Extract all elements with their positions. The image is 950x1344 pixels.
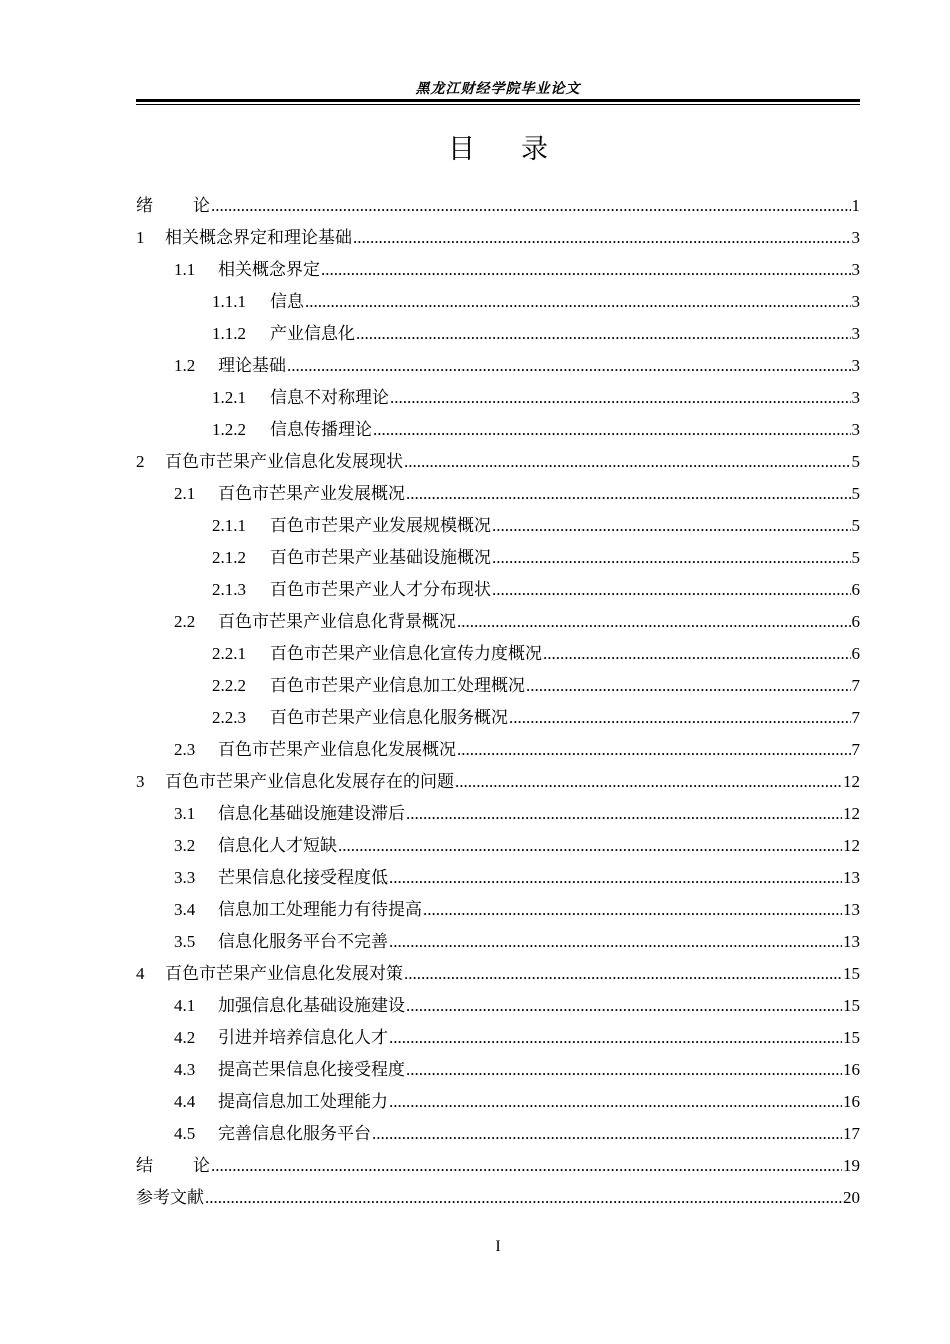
toc-entry[interactable] — [136, 990, 860, 1022]
toc-entry-number: 1.2.1 — [212, 388, 246, 407]
toc-entry-label: 芒果信息化接受程度低 — [218, 868, 388, 888]
toc-entry-label: 完善信息化服务平台 — [218, 1124, 371, 1144]
toc-entry-number: 2.1 — [174, 484, 196, 503]
toc-entry-page: 7 — [851, 740, 860, 759]
toc-entry[interactable] — [136, 766, 860, 798]
toc-entry-page: 3 — [851, 388, 860, 407]
toc-dot-leader — [492, 542, 851, 574]
toc-entry-number: 1 — [136, 228, 145, 247]
toc-entry[interactable] — [136, 478, 860, 510]
toc-dot-leader — [205, 1182, 842, 1214]
toc-dot-leader — [389, 926, 842, 958]
toc-entry-label — [136, 190, 210, 222]
toc-entry-label-part: 论 — [193, 196, 210, 216]
toc-dot-leader — [353, 222, 851, 254]
toc-entry[interactable] — [136, 350, 860, 382]
toc-entry-label: 信息化服务平台不完善 — [218, 932, 388, 952]
toc-dot-leader — [526, 670, 851, 702]
toc-dot-leader — [406, 990, 842, 1022]
toc-entry[interactable] — [136, 830, 860, 862]
header-rule-thin — [136, 104, 860, 105]
toc-entry-page: 16 — [843, 1060, 860, 1079]
toc-entry-page: 15 — [843, 964, 860, 983]
toc-entry-number: 4.4 — [174, 1092, 196, 1111]
toc-dot-leader — [455, 766, 842, 798]
toc-dot-leader — [406, 798, 842, 830]
page-title-char-2: 录 — [521, 134, 548, 165]
toc-entry-label: 相关概念界定和理论基础 — [165, 228, 352, 248]
toc-dot-leader — [373, 414, 851, 446]
toc-entry-number: 2.1.2 — [212, 548, 246, 567]
toc-entry[interactable] — [136, 1182, 860, 1214]
toc-entry-label: 信息 — [270, 292, 304, 312]
table-of-contents — [136, 190, 860, 1214]
toc-entry-label: 提高芒果信息化接受程度 — [218, 1060, 405, 1080]
toc-dot-leader — [457, 734, 851, 766]
running-header: 黑龙江财经学院毕业论文 — [415, 81, 581, 97]
toc-entry-label: 参考文献 — [136, 1188, 204, 1208]
toc-entry[interactable] — [136, 670, 860, 702]
toc-entry-page: 3 — [851, 292, 860, 311]
toc-entry-page: 5 — [851, 548, 860, 567]
toc-entry-page: 7 — [851, 676, 860, 695]
toc-entry-page: 1 — [851, 196, 860, 215]
toc-entry-page: 13 — [843, 900, 860, 919]
toc-dot-leader — [390, 382, 851, 414]
toc-entry[interactable] — [136, 254, 860, 286]
page-number: I — [495, 1238, 501, 1255]
toc-entry-label: 引进并培养信息化人才 — [218, 1028, 388, 1048]
toc-entry-label: 产业信息化 — [270, 324, 355, 344]
toc-entry[interactable] — [136, 862, 860, 894]
toc-dot-leader — [356, 318, 851, 350]
toc-entry[interactable] — [136, 542, 860, 574]
toc-entry-number: 2.2 — [174, 612, 196, 631]
toc-dot-leader — [457, 606, 851, 638]
toc-dot-leader — [406, 1054, 842, 1086]
toc-dot-leader — [492, 574, 851, 606]
toc-entry-label: 加强信息化基础设施建设 — [218, 996, 405, 1016]
toc-entry-page: 12 — [843, 836, 860, 855]
toc-dot-leader — [305, 286, 851, 318]
toc-entry-page: 20 — [843, 1188, 860, 1207]
toc-dot-leader — [321, 254, 851, 286]
toc-entry[interactable] — [136, 894, 860, 926]
toc-dot-leader — [492, 510, 851, 542]
toc-entry[interactable] — [136, 510, 860, 542]
page-title-char-1: 目 — [448, 134, 475, 165]
toc-entry-label-part: 结 — [136, 1156, 193, 1176]
toc-entry-label: 信息化基础设施建设滞后 — [218, 804, 405, 824]
toc-entry-label-part: 绪 — [136, 196, 193, 216]
toc-entry-page: 5 — [851, 516, 860, 535]
toc-dot-leader — [406, 478, 851, 510]
toc-dot-leader — [287, 350, 851, 382]
toc-entry-number: 2.1.3 — [212, 580, 246, 599]
toc-entry-number: 3.1 — [174, 804, 196, 823]
toc-entry-page: 13 — [843, 932, 860, 951]
toc-entry-page: 19 — [843, 1156, 860, 1175]
toc-entry-page: 15 — [843, 1028, 860, 1047]
toc-entry-label: 百色市芒果产业信息加工处理概况 — [270, 676, 525, 696]
toc-entry-number: 2.3 — [174, 740, 196, 759]
toc-entry-page: 16 — [843, 1092, 860, 1111]
toc-entry-number: 1.1 — [174, 260, 196, 279]
toc-entry-label: 百色市芒果产业信息化宣传力度概况 — [270, 644, 542, 664]
toc-dot-leader — [509, 702, 851, 734]
toc-entry-label — [136, 1150, 210, 1182]
toc-entry-number: 1.1.1 — [212, 292, 246, 311]
toc-entry[interactable] — [136, 574, 860, 606]
toc-entry-label: 信息加工处理能力有待提高 — [218, 900, 422, 920]
toc-entry[interactable] — [136, 702, 860, 734]
toc-entry-page: 3 — [851, 356, 860, 375]
toc-entry-page: 7 — [851, 708, 860, 727]
toc-entry-label: 理论基础 — [218, 356, 286, 376]
toc-entry-label: 百色市芒果产业信息化发展存在的问题 — [165, 772, 454, 792]
toc-dot-leader — [423, 894, 842, 926]
toc-entry-page: 3 — [851, 228, 860, 247]
toc-entry[interactable] — [136, 926, 860, 958]
toc-entry-page: 3 — [851, 420, 860, 439]
toc-entry[interactable] — [136, 190, 860, 222]
toc-entry-label: 百色市芒果产业发展概况 — [218, 484, 405, 504]
toc-dot-leader — [338, 830, 842, 862]
toc-entry-number: 1.2.2 — [212, 420, 246, 439]
toc-entry-label: 百色市芒果产业人才分布现状 — [270, 580, 491, 600]
toc-entry-label: 百色市芒果产业基础设施概况 — [270, 548, 491, 568]
toc-entry-page: 13 — [843, 868, 860, 887]
toc-entry-number: 3.4 — [174, 900, 196, 919]
toc-entry-label: 百色市芒果产业信息化发展对策 — [165, 964, 403, 984]
toc-entry[interactable] — [136, 958, 860, 990]
toc-dot-leader — [389, 1086, 842, 1118]
toc-entry-number: 3.2 — [174, 836, 196, 855]
toc-entry-number: 4.3 — [174, 1060, 196, 1079]
toc-entry-label-part: 论 — [193, 1156, 210, 1176]
toc-entry[interactable] — [136, 318, 860, 350]
toc-entry-page: 17 — [843, 1124, 860, 1143]
toc-entry[interactable] — [136, 1118, 860, 1150]
toc-entry-label: 信息传播理论 — [270, 420, 372, 440]
toc-entry-page: 6 — [851, 580, 860, 599]
toc-entry[interactable] — [136, 798, 860, 830]
toc-entry-number: 4.1 — [174, 996, 196, 1015]
page-title — [136, 132, 860, 168]
toc-entry-page: 6 — [851, 612, 860, 631]
toc-entry-page: 5 — [851, 452, 860, 471]
toc-entry[interactable] — [136, 734, 860, 766]
toc-entry-number: 2 — [136, 452, 145, 471]
toc-entry[interactable] — [136, 382, 860, 414]
toc-entry-label: 百色市芒果产业信息化背景概况 — [218, 612, 456, 632]
toc-entry-page: 3 — [851, 324, 860, 343]
toc-entry[interactable] — [136, 638, 860, 670]
toc-dot-leader — [211, 190, 851, 222]
toc-entry-page: 15 — [843, 996, 860, 1015]
toc-entry-label: 百色市芒果产业信息化服务概况 — [270, 708, 508, 728]
toc-entry-number: 4.2 — [174, 1028, 196, 1047]
header-rule-thick — [136, 99, 860, 102]
toc-entry[interactable] — [136, 222, 860, 254]
toc-entry-label: 信息化人才短缺 — [218, 836, 337, 856]
toc-entry[interactable] — [136, 1086, 860, 1118]
toc-entry-number: 4.5 — [174, 1124, 196, 1143]
toc-entry[interactable] — [136, 1022, 860, 1054]
toc-dot-leader — [372, 1118, 842, 1150]
toc-dot-leader — [389, 1022, 842, 1054]
toc-entry-number: 2.2.2 — [212, 676, 246, 695]
toc-entry-label: 提高信息加工处理能力 — [218, 1092, 388, 1112]
toc-entry-number: 4 — [136, 964, 145, 983]
toc-entry-number: 3.3 — [174, 868, 196, 887]
toc-entry[interactable] — [136, 286, 860, 318]
toc-entry[interactable] — [136, 606, 860, 638]
toc-entry-number: 2.1.1 — [212, 516, 246, 535]
toc-entry-label: 百色市芒果产业发展规模概况 — [270, 516, 491, 536]
toc-dot-leader — [211, 1150, 842, 1182]
toc-entry-label: 信息不对称理论 — [270, 388, 389, 408]
toc-entry-page: 12 — [843, 772, 860, 791]
toc-dot-leader — [404, 958, 842, 990]
toc-entry[interactable] — [136, 414, 860, 446]
toc-dot-leader — [404, 446, 851, 478]
toc-entry-page: 5 — [851, 484, 860, 503]
toc-entry-number: 3.5 — [174, 932, 196, 951]
toc-entry[interactable] — [136, 1054, 860, 1086]
toc-entry-page: 12 — [843, 804, 860, 823]
toc-entry-label: 百色市芒果产业信息化发展现状 — [165, 452, 403, 472]
toc-entry-page: 3 — [851, 260, 860, 279]
toc-entry-number: 2.2.3 — [212, 708, 246, 727]
toc-entry-number: 1.2 — [174, 356, 196, 375]
toc-entry-label: 百色市芒果产业信息化发展概况 — [218, 740, 456, 760]
toc-dot-leader — [389, 862, 842, 894]
toc-entry-label: 相关概念界定 — [218, 260, 320, 280]
toc-entry[interactable] — [136, 446, 860, 478]
toc-entry-page: 6 — [851, 644, 860, 663]
toc-dot-leader — [543, 638, 851, 670]
toc-entry-number: 3 — [136, 772, 145, 791]
toc-entry-number: 2.2.1 — [212, 644, 246, 663]
toc-entry-number: 1.1.2 — [212, 324, 246, 343]
toc-entry[interactable] — [136, 1150, 860, 1182]
